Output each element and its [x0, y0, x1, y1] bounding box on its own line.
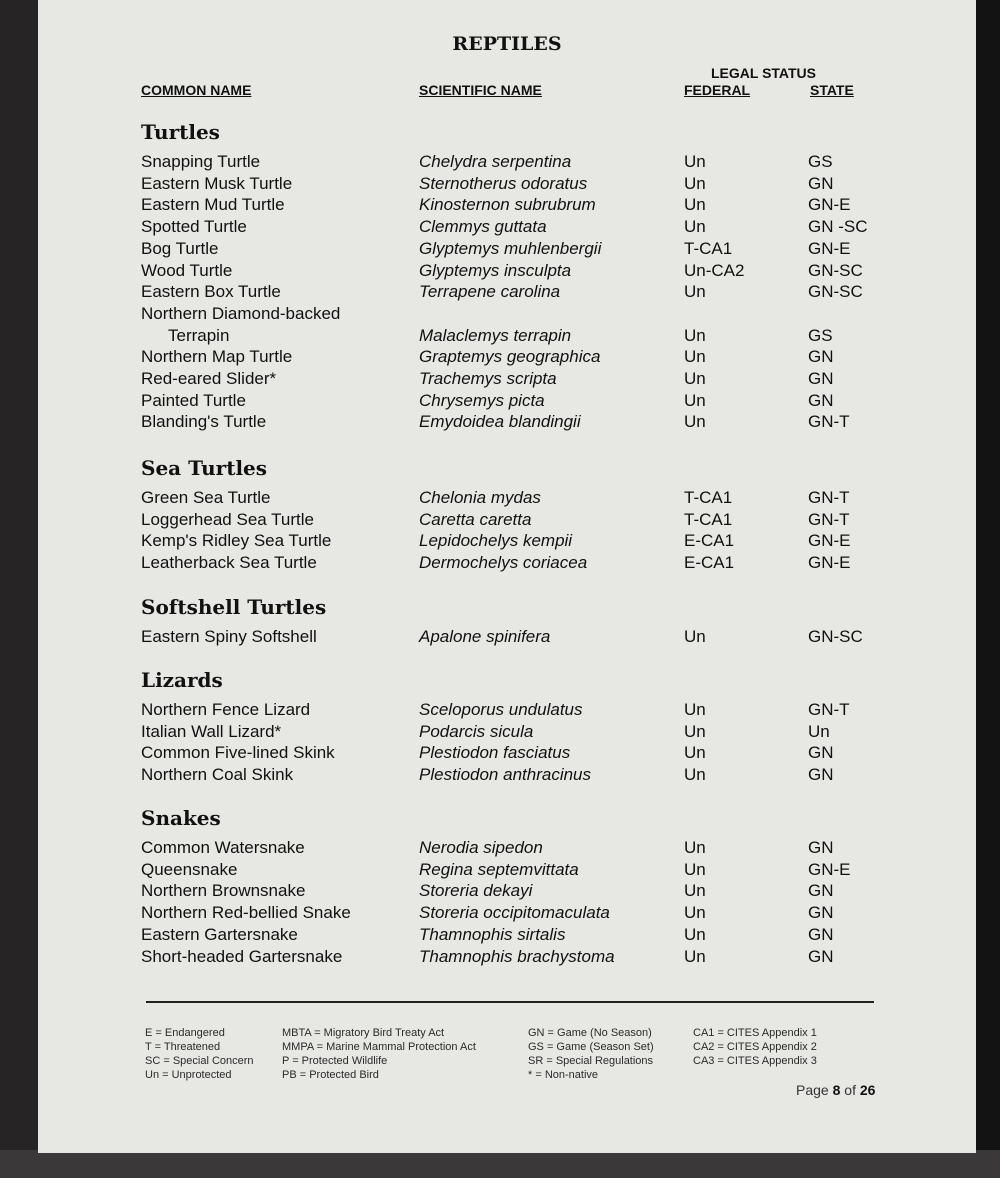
federal-status: Un [684, 173, 706, 193]
federal-status: E-CA1 [684, 531, 735, 551]
federal-status: Un [684, 195, 706, 215]
legend-column [282, 1026, 476, 1082]
federal-status: T-CA1 [684, 238, 733, 258]
federal-status: Un [684, 412, 706, 432]
federal-status: Un [684, 152, 706, 171]
federal-status: E-CA1 [684, 553, 735, 573]
common-name: Kemp's Ridley Sea Turtle [141, 531, 332, 551]
state-status: GS [808, 325, 833, 345]
footer-divider [146, 1001, 874, 1003]
federal-status: Un [684, 347, 706, 367]
scientific-name: Sternotherus odoratus [419, 173, 588, 193]
legend-item: * = Non-native [528, 1069, 599, 1081]
common-name: Common Watersnake [141, 838, 305, 857]
scientific-name: Glyptemys insculpta [419, 260, 572, 280]
scientific-name: Clemmys guttata [419, 217, 547, 237]
legend-item: GS = Game (Season Set) [528, 1041, 654, 1053]
common-name: Snapping Turtle [141, 152, 261, 171]
legend-item: T = Threatened [145, 1041, 221, 1053]
common-name: Northern Coal Skink [141, 765, 294, 785]
federal-status: Un [684, 217, 706, 237]
state-status: GN [808, 838, 834, 857]
federal-status: T-CA1 [684, 488, 733, 507]
federal-status: Un [684, 765, 706, 785]
legend-column [145, 1026, 254, 1082]
legend-item: SR = Special Regulations [528, 1055, 654, 1067]
federal-status: Un [684, 325, 706, 345]
scientific-name: Thamnophis sirtalis [419, 924, 566, 944]
scientific-name: Thamnophis brachystoma [419, 946, 615, 966]
legend-column [528, 1026, 654, 1082]
legend-item: CA2 = CITES Appendix 2 [693, 1041, 817, 1053]
federal-status: Un [684, 627, 706, 646]
common-name: Queensnake [141, 859, 238, 879]
state-status: GN [808, 924, 834, 944]
common-name: Green Sea Turtle [141, 488, 271, 507]
scientific-name: Storeria occipitomaculata [419, 903, 610, 923]
monitor-bezel-left [0, 0, 40, 1150]
federal-status: Un [684, 838, 706, 857]
state-status: GN [808, 743, 834, 763]
state-status: GN-E [808, 195, 851, 215]
common-name: Italian Wall Lizard* [141, 721, 282, 741]
scientific-name-header: SCIENTIFIC NAME [419, 82, 542, 98]
scientific-name: Chrysemys picta [419, 390, 545, 410]
scientific-name: Storeria dekayi [419, 881, 533, 901]
legend-item: MBTA = Migratory Bird Treaty Act [282, 1027, 445, 1039]
section-title: Sea Turtles [141, 456, 268, 480]
common-name: Northern Fence Lizard [141, 700, 311, 719]
scientific-name: Plestiodon anthracinus [419, 765, 592, 785]
legend-item: MMPA = Marine Mammal Protection Act [282, 1041, 476, 1053]
federal-status: Un [684, 700, 706, 719]
legend-column [693, 1026, 817, 1068]
section-title: Lizards [141, 668, 223, 692]
common-name: Northern Red-bellied Snake [141, 903, 351, 923]
page-number: Page 8 of 26 [796, 1082, 876, 1098]
federal-status: Un [684, 859, 706, 879]
common-name: Terrapin [168, 325, 230, 345]
common-name: Painted Turtle [141, 390, 246, 410]
state-status: GN [808, 881, 834, 901]
scientific-name: Dermochelys coriacea [419, 553, 588, 573]
common-name: Eastern Gartersnake [141, 924, 298, 944]
state-status: GN-T [808, 509, 850, 529]
scientific-name: Chelydra serpentina [419, 152, 572, 171]
state-status: GN [808, 765, 834, 785]
scientific-name: Graptemys geographica [419, 347, 601, 367]
state-status: GN [808, 347, 834, 367]
common-name: Eastern Box Turtle [141, 282, 281, 302]
scientific-name: Plestiodon fasciatus [419, 743, 571, 763]
section-title: Snakes [141, 806, 221, 830]
legend-item: E = Endangered [145, 1027, 225, 1039]
document-page [38, 0, 976, 1153]
state-status: Un [808, 721, 830, 741]
state-status: GN-E [808, 553, 851, 573]
state-status: GN-E [808, 859, 851, 879]
common-name: Red-eared Slider* [141, 369, 277, 388]
common-name: Short-headed Gartersnake [141, 946, 343, 966]
common-name: Spotted Turtle [141, 217, 247, 237]
federal-status: Un [684, 946, 706, 966]
federal-status: Un [684, 390, 706, 410]
state-status: GN-E [808, 238, 851, 258]
state-status: GN [808, 369, 834, 388]
legal-status-header: LEGAL STATUS [711, 65, 816, 81]
section-title: Softshell Turtles [141, 595, 327, 619]
legend-item: CA1 = CITES Appendix 1 [693, 1027, 817, 1039]
common-name: Leatherback Sea Turtle [141, 553, 317, 573]
common-name: Northern Brownsnake [141, 881, 306, 901]
common-name: Eastern Spiny Softshell [141, 627, 317, 646]
scientific-name: Kinosternon subrubrum [419, 195, 596, 215]
federal-status: Un [684, 924, 706, 944]
state-status: GS [808, 152, 833, 171]
common-name: Eastern Musk Turtle [141, 173, 293, 193]
federal-status: Un [684, 743, 706, 763]
scientific-name: Glyptemys muhlenbergii [419, 238, 602, 258]
federal-status: Un [684, 903, 706, 923]
legend-item: P = Protected Wildlife [282, 1055, 388, 1067]
legend-item: PB = Protected Bird [282, 1069, 379, 1081]
common-name: Northern Map Turtle [141, 347, 293, 367]
state-status: GN-SC [808, 282, 863, 302]
federal-status: Un [684, 369, 706, 388]
federal-status: T-CA1 [684, 509, 733, 529]
scientific-name: Regina septemvittata [419, 859, 579, 879]
federal-status: Un [684, 721, 706, 741]
state-status: GN [808, 173, 834, 193]
common-name: Northern Diamond-backed [141, 303, 341, 323]
legend-item: Un = Unprotected [145, 1069, 232, 1081]
monitor-bezel-right [975, 0, 1000, 1150]
common-name: Eastern Mud Turtle [141, 195, 285, 215]
state-status: GN [808, 946, 834, 966]
state-status: GN-E [808, 531, 851, 551]
monitor-bezel-bottom [0, 1150, 1000, 1178]
scientific-name: Podarcis sicula [419, 721, 534, 741]
common-name: Loggerhead Sea Turtle [141, 509, 314, 529]
state-status: GN [808, 903, 834, 923]
legend-item: SC = Special Concern [145, 1055, 254, 1067]
state-header: STATE [810, 82, 854, 98]
scientific-name: Nerodia sipedon [419, 838, 543, 857]
scientific-name: Apalone spinifera [419, 627, 551, 646]
legend-item: CA3 = CITES Appendix 3 [693, 1055, 817, 1067]
federal-status: Un [684, 881, 706, 901]
common-name: Bog Turtle [141, 238, 219, 258]
common-name-header: COMMON NAME [141, 82, 252, 98]
legend-item: GN = Game (No Season) [528, 1027, 652, 1039]
state-status: GN -SC [808, 217, 868, 237]
common-name: Wood Turtle [141, 260, 233, 280]
state-status: GN-SC [808, 627, 863, 646]
state-status: GN-T [808, 700, 850, 719]
scientific-name: Chelonia mydas [419, 488, 541, 507]
scientific-name: Trachemys scripta [419, 369, 557, 388]
scientific-name: Sceloporus undulatus [419, 700, 583, 719]
page-title: REPTILES [452, 33, 562, 55]
scientific-name: Caretta caretta [419, 509, 532, 529]
state-status: GN-SC [808, 260, 863, 280]
scientific-name: Lepidochelys kempii [419, 531, 573, 551]
common-name: Common Five-lined Skink [141, 743, 335, 763]
scientific-name: Terrapene carolina [419, 282, 561, 302]
federal-status: Un-CA2 [684, 260, 745, 280]
scientific-name: Emydoidea blandingii [419, 412, 581, 432]
federal-header: FEDERAL [684, 82, 751, 98]
state-status: GN-T [808, 488, 850, 507]
state-status: GN-T [808, 412, 850, 432]
common-name: Blanding's Turtle [141, 412, 267, 432]
state-status: GN [808, 390, 834, 410]
scientific-name: Malaclemys terrapin [419, 325, 572, 345]
federal-status: Un [684, 282, 706, 302]
section-title: Turtles [141, 120, 220, 144]
